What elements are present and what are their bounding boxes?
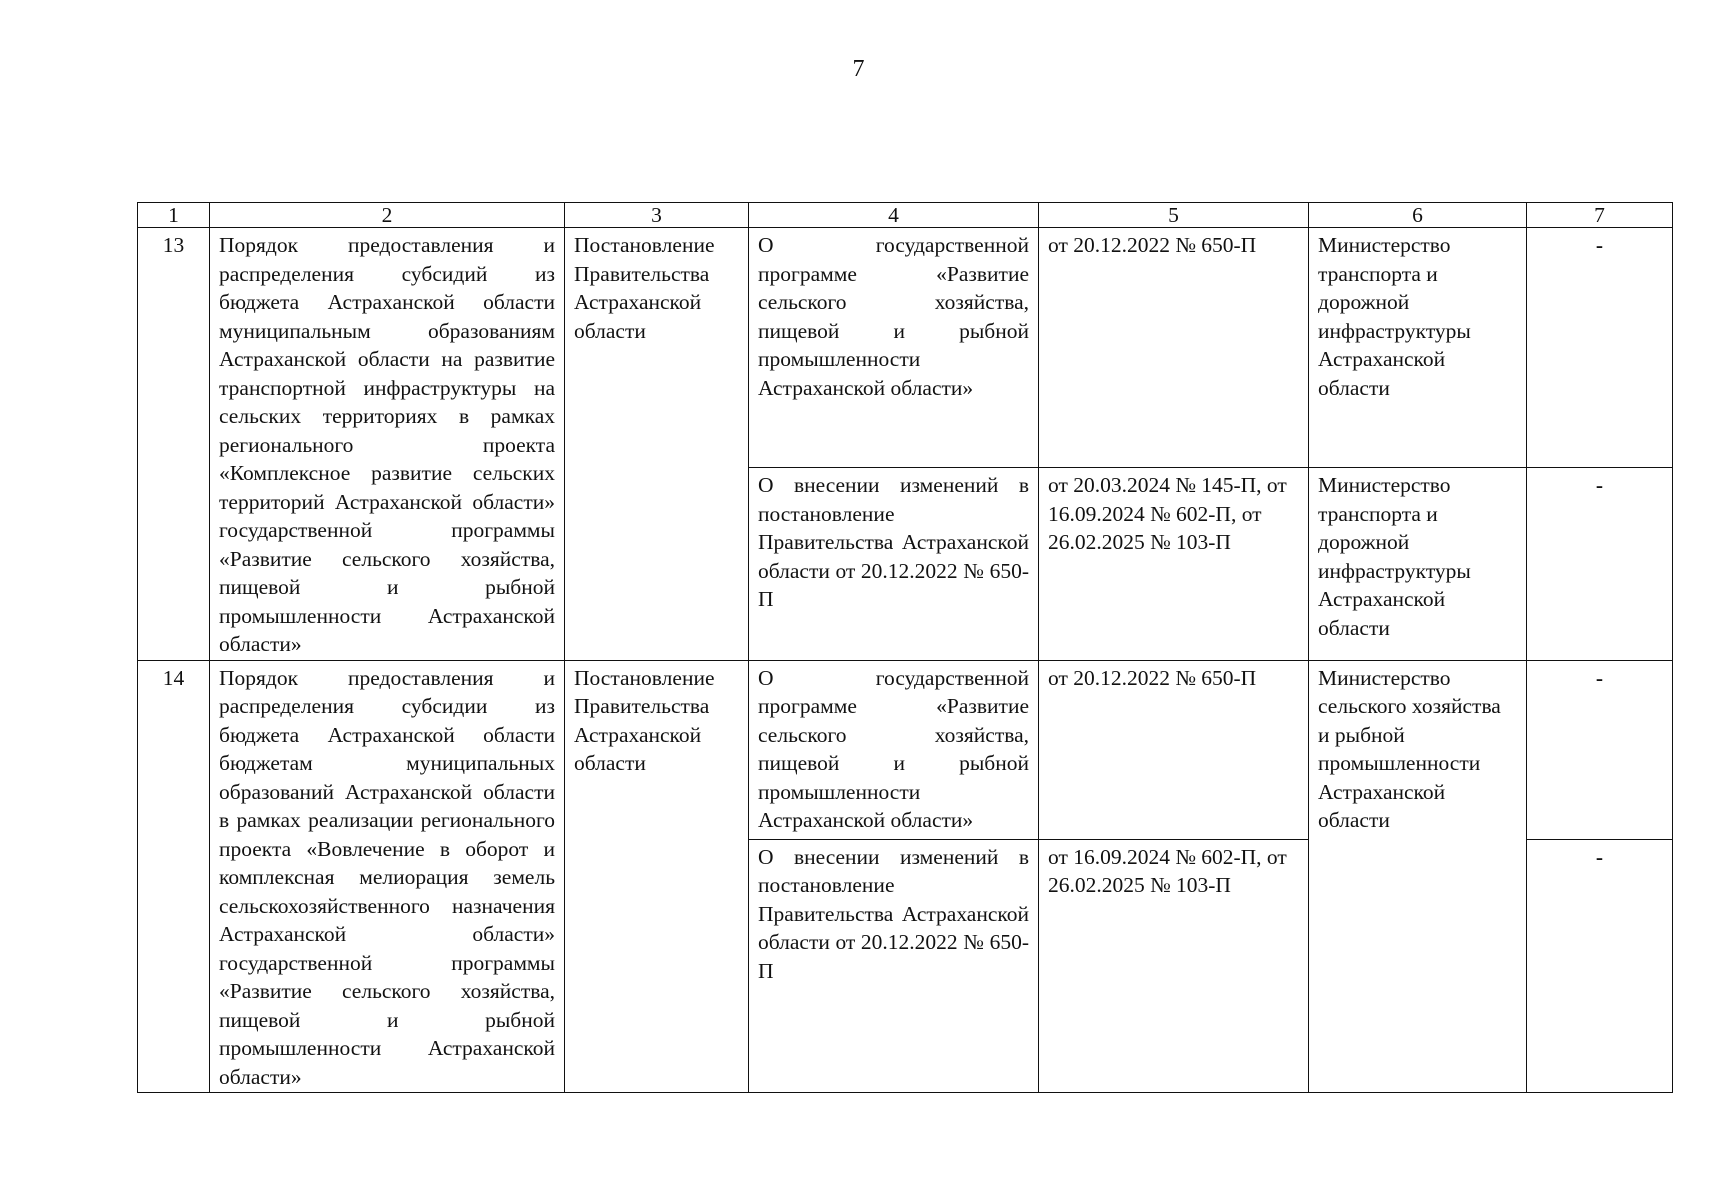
document-type: Постановление Правительства Астраханской области: [565, 228, 749, 661]
column-header: 5: [1039, 203, 1309, 228]
note-cell: -: [1527, 839, 1673, 1092]
column-header: 4: [749, 203, 1039, 228]
column-header: 1: [138, 203, 210, 228]
row-number: 14: [138, 660, 210, 1093]
act-details: от 20.12.2022 № 650-П: [1039, 228, 1309, 468]
note-cell: -: [1527, 228, 1673, 468]
act-name: О государственной программе «Развитие сельского хозяйства, пищевой и рыбной промышленности Астраханской области»: [749, 660, 1039, 839]
procedure-title: Порядок предоставления и распределения субсидии из бюджета Астраханской области бюджетам муниципальных образований Астраханской области в рамках реализации регионального проекта «Вовлечение в оборот и комплексная мелиорация земель сельскохозяйственного назначения Астраханской области» государственной программы «Развитие сельского хозяйства, пищевой и рыбной промышленности Астраханской области»: [210, 660, 565, 1093]
column-header: 3: [565, 203, 749, 228]
table-row: [138, 660, 1673, 839]
document-type: Постановление Правительства Астраханской области: [565, 660, 749, 1093]
note-cell: -: [1527, 468, 1673, 660]
table-header-row: [138, 203, 1673, 228]
procedure-title: Порядок предоставления и распределения субсидий из бюджета Астраханской области муниципальным образованиям Астраханской области на развитие транспортной инфраструктуры на сельских территориях в рамках регионального проекта «Комплексное развитие сельских территорий Астраханской области» государственной программы «Развитие сельского хозяйства, пищевой и рыбной промышленности Астраханской области»: [210, 228, 565, 661]
responsible-authority: Министерство сельского хозяйства и рыбной промышленности Астраханской области: [1309, 660, 1527, 1093]
page-number: 7: [852, 56, 865, 82]
responsible-authority: Министерство транспорта и дорожной инфраструктуры Астраханской области: [1309, 228, 1527, 468]
column-header: 6: [1309, 203, 1527, 228]
act-details: от 16.09.2024 № 602-П, от 26.02.2025 № 103-П: [1039, 839, 1309, 1092]
act-details: от 20.12.2022 № 650-П: [1039, 660, 1309, 839]
act-details: от 20.03.2024 № 145-П, от 16.09.2024 № 602-П, от 26.02.2025 № 103-П: [1039, 468, 1309, 660]
act-name: О внесении изменений в постановление Правительства Астраханской области от 20.12.2022 № 650-П: [749, 468, 1039, 660]
responsible-authority: Министерство транспорта и дорожной инфраструктуры Астраханской области: [1309, 468, 1527, 660]
table-row: [138, 228, 1673, 468]
registry-table: [137, 202, 1673, 1093]
row-number: 13: [138, 228, 210, 661]
column-header: 7: [1527, 203, 1673, 228]
column-header: 2: [210, 203, 565, 228]
act-name: О государственной программе «Развитие сельского хозяйства, пищевой и рыбной промышленности Астраханской области»: [749, 228, 1039, 468]
note-cell: -: [1527, 660, 1673, 839]
act-name: О внесении изменений в постановление Правительства Астраханской области от 20.12.2022 № 650-П: [749, 839, 1039, 1092]
